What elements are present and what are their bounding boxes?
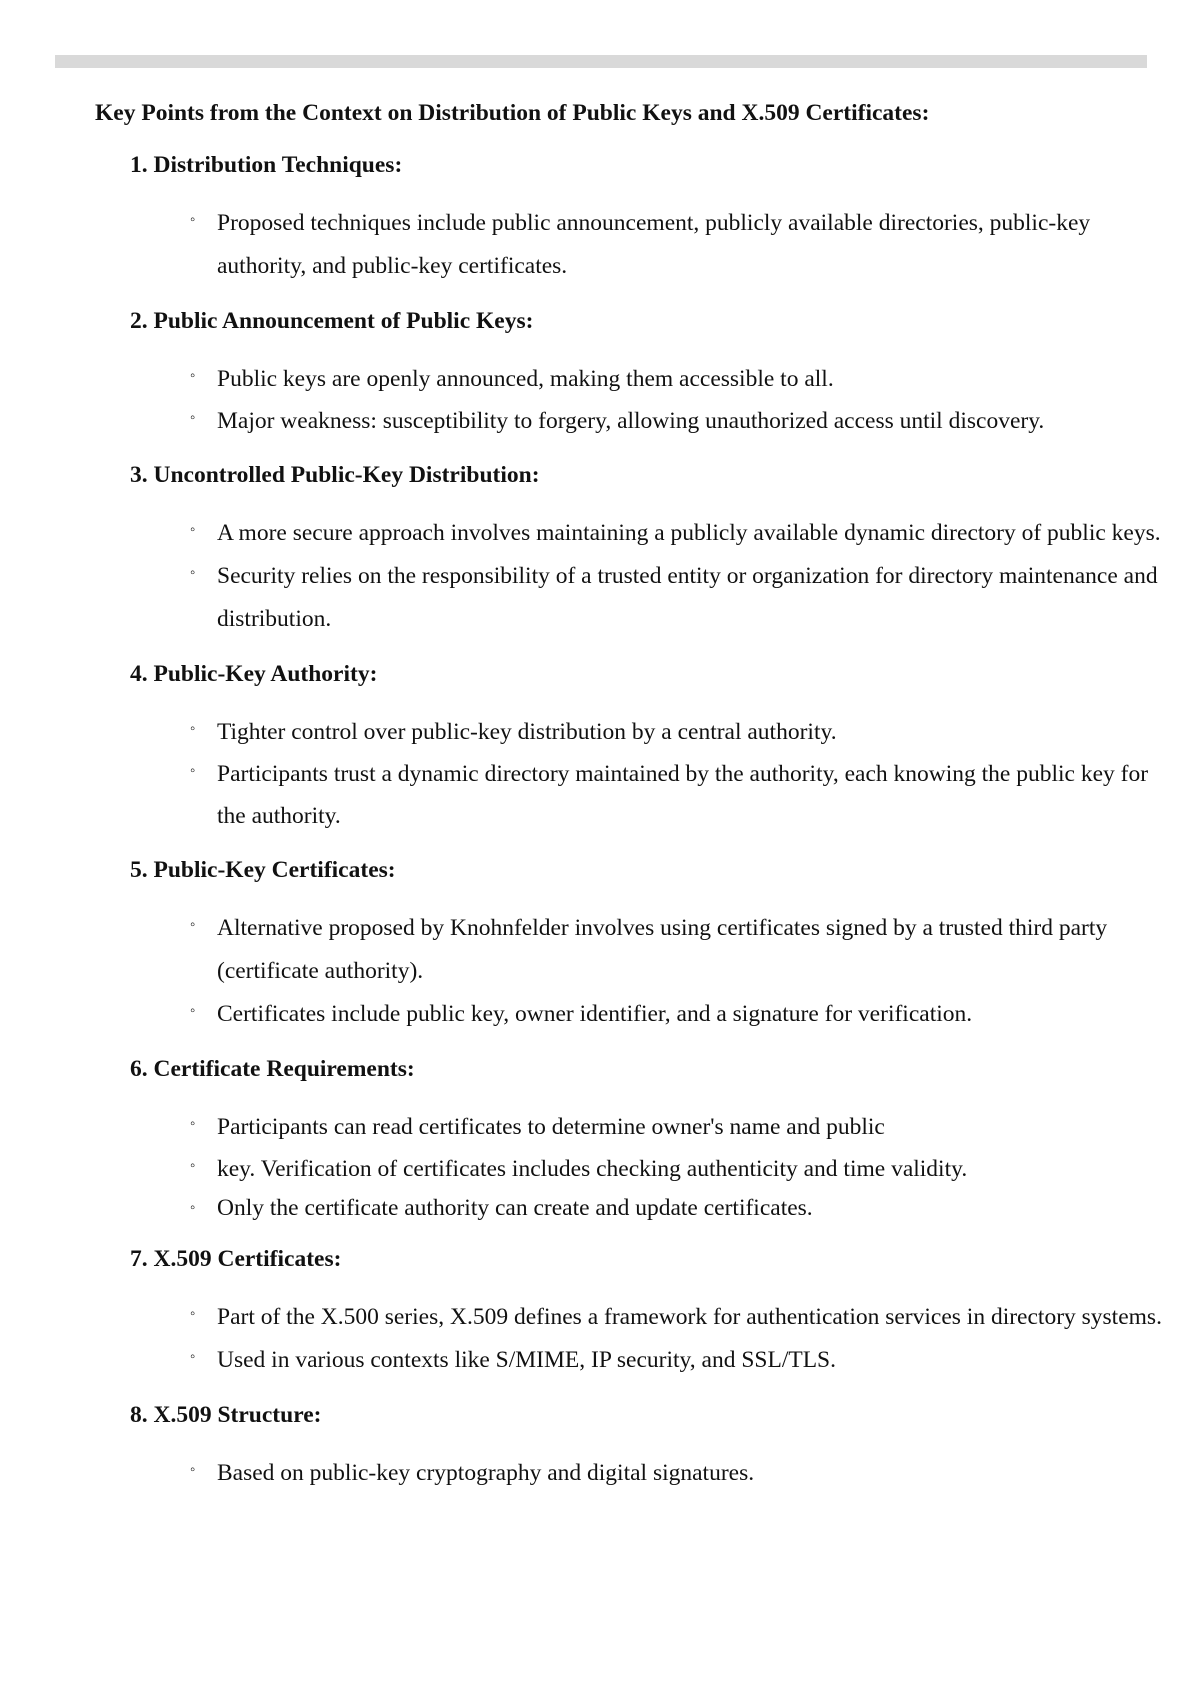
list-item <box>95 555 1165 641</box>
list-item <box>95 711 1165 753</box>
section-heading: 2. Public Announcement of Public Keys: <box>130 308 534 334</box>
bullet-text: Major weakness: susceptibility to forgery, allowing unauthorized access until discovery. <box>217 408 1045 434</box>
bullet-circle-icon: ◦ <box>190 212 196 228</box>
bullet-circle-icon: ◦ <box>190 1116 196 1132</box>
section-heading: 8. X.509 Structure: <box>130 1402 322 1428</box>
bullet-text: Certificates include public key, owner identifier, and a signature for verification. <box>217 1001 973 1027</box>
section-heading: 6. Certificate Requirements: <box>130 1056 415 1082</box>
bullet-circle-icon: ◦ <box>190 1462 196 1478</box>
bullet-list <box>95 711 1165 837</box>
bullet-circle-icon: ◦ <box>190 1200 196 1216</box>
bullet-list <box>95 907 1165 1036</box>
list-item <box>95 1452 1165 1495</box>
bullet-circle-icon: ◦ <box>190 410 196 426</box>
list-item <box>95 1106 1165 1148</box>
bullet-text: Used in various contexts like S/MIME, IP security, and SSL/TLS. <box>217 1347 836 1373</box>
bullet-circle-icon: ◦ <box>190 917 196 933</box>
section-heading: 7. X.509 Certificates: <box>130 1246 342 1272</box>
section-heading: 1. Distribution Techniques: <box>130 152 403 178</box>
bullet-circle-icon: ◦ <box>190 763 196 779</box>
bullet-text: Alternative proposed by Knohnfelder involves using certificates signed by a trusted third party (certificate authority). <box>217 915 1108 984</box>
list-item <box>95 1296 1165 1339</box>
list-item <box>95 993 1165 1036</box>
document-body <box>95 98 1165 1513</box>
section-heading: 3. Uncontrolled Public-Key Distribution: <box>130 462 540 488</box>
section-heading: 4. Public-Key Authority: <box>130 661 378 687</box>
bullet-list <box>95 358 1165 442</box>
bullet-circle-icon: ◦ <box>190 1158 196 1174</box>
bullet-text: key. Verification of certificates includes checking authenticity and time validity. <box>217 1156 968 1182</box>
list-item <box>95 202 1165 288</box>
list-item <box>95 1339 1165 1382</box>
bullet-circle-icon: ◦ <box>190 522 196 538</box>
list-item <box>95 512 1165 555</box>
bullet-circle-icon: ◦ <box>190 565 196 581</box>
bullet-list <box>95 512 1165 641</box>
bullet-circle-icon: ◦ <box>190 1349 196 1365</box>
section-public-key-authority <box>95 659 1165 837</box>
list-item <box>95 400 1165 442</box>
bullet-text: Based on public-key cryptography and digital signatures. <box>217 1460 755 1486</box>
bullet-text: Part of the X.500 series, X.509 defines a framework for authentication services in directory systems. <box>217 1304 1162 1330</box>
section-heading: 5. Public-Key Certificates: <box>130 857 396 883</box>
section-x509-structure <box>95 1400 1165 1495</box>
section-uncontrolled-distribution <box>95 460 1165 641</box>
document-title: Key Points from the Context on Distribution of Public Keys and X.509 Certificates: <box>95 100 930 126</box>
bullet-text: Tighter control over public-key distribution by a central authority. <box>217 719 837 745</box>
list-item <box>95 753 1165 837</box>
bullet-circle-icon: ◦ <box>190 721 196 737</box>
bullet-list <box>95 1106 1165 1226</box>
bullet-list <box>95 1452 1165 1495</box>
bullet-text: Proposed techniques include public announcement, publicly available directories, public-key authority, and public-key certificates. <box>217 210 1091 279</box>
bullet-text: Security relies on the responsibility of a trusted entity or organization for directory maintenance and distribution. <box>217 563 1158 632</box>
section-public-key-certificates <box>95 855 1165 1036</box>
section-certificate-requirements <box>95 1054 1165 1226</box>
bullet-text: Only the certificate authority can create and update certificates. <box>217 1195 813 1221</box>
list-item <box>95 1190 1165 1226</box>
bullet-list <box>95 202 1165 288</box>
bullet-list <box>95 1296 1165 1382</box>
bullet-text: Public keys are openly announced, making them accessible to all. <box>217 366 834 392</box>
bullet-text: Participants trust a dynamic directory maintained by the authority, each knowing the public key for the authority. <box>217 761 1149 829</box>
bullet-circle-icon: ◦ <box>190 1306 196 1322</box>
section-public-announcement <box>95 306 1165 442</box>
bullet-text: Participants can read certificates to determine owner's name and public <box>217 1114 885 1140</box>
section-distribution-techniques <box>95 150 1165 288</box>
list-item <box>95 358 1165 400</box>
bullet-text: A more secure approach involves maintaining a publicly available dynamic directory of public keys. <box>217 520 1161 546</box>
bullet-circle-icon: ◦ <box>190 1003 196 1019</box>
section-x509-certificates <box>95 1244 1165 1382</box>
bullet-circle-icon: ◦ <box>190 368 196 384</box>
page-top-divider <box>55 55 1147 68</box>
list-item <box>95 907 1165 993</box>
list-item <box>95 1148 1165 1190</box>
